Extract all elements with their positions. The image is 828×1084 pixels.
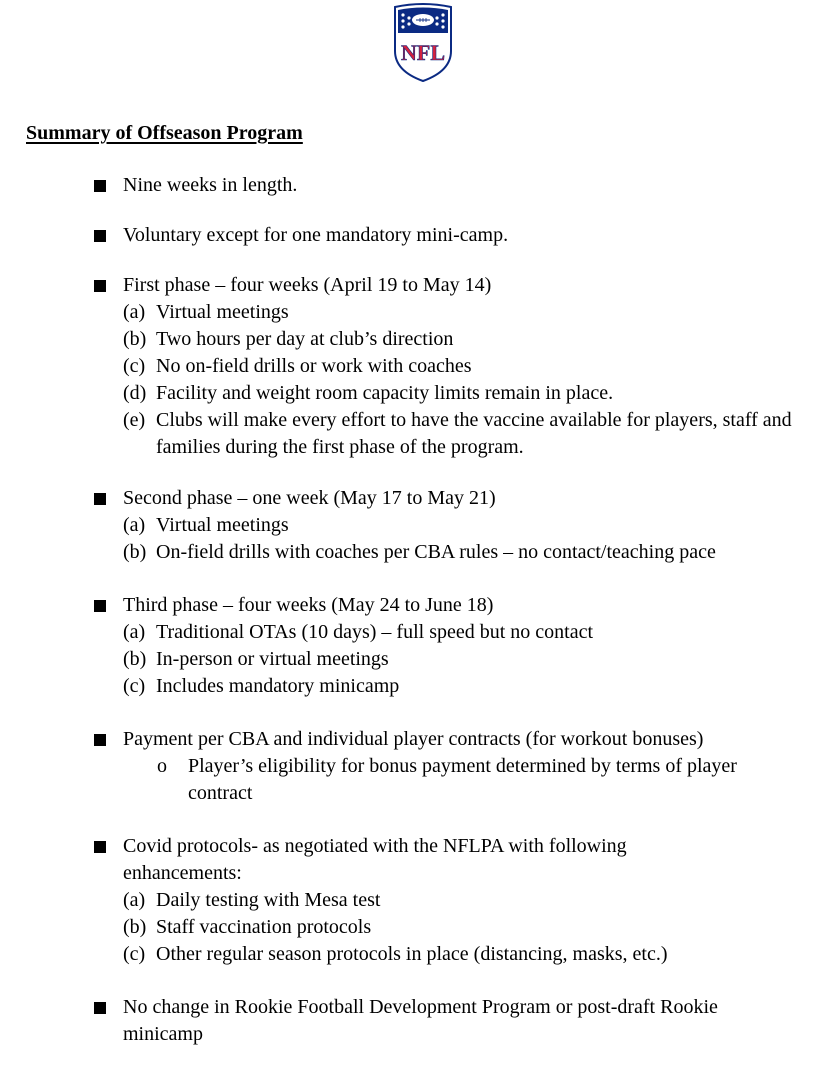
sub-item-label: (a) <box>123 621 146 643</box>
bullet-section <box>0 222 828 249</box>
sub-item-label: (c) <box>123 675 146 697</box>
bullet-section <box>0 833 828 968</box>
sub-item-text: Player’s eligibility for bonus payment determined by terms of player contract <box>188 755 737 804</box>
bullet-text: Covid protocols- as negotiated with the NFLPA with following enhancements: <box>123 835 627 884</box>
bullet-text: No change in Rookie Football Development Program or post-draft Rookie minicamp <box>123 996 718 1045</box>
square-bullet-icon <box>94 600 106 612</box>
sub-item-text: Virtual meetings <box>156 301 289 323</box>
logo-wordmark: NFL <box>401 40 445 65</box>
sub-item-label: (a) <box>123 301 146 323</box>
sub-item-text: Daily testing with Mesa test <box>156 889 381 911</box>
bullet-section <box>0 592 828 700</box>
sub-item-text: No on-field drills or work with coaches <box>156 355 472 377</box>
square-bullet-icon <box>94 180 106 192</box>
sub-item-label: (a) <box>123 514 146 536</box>
sub-item-label: (e) <box>123 409 146 431</box>
circle-bullet-icon: o <box>157 755 167 777</box>
sub-item-label: (b) <box>123 541 147 563</box>
bullet-text: Payment per CBA and individual player contracts (for workout bonuses) <box>123 728 704 750</box>
sub-item-text: Includes mandatory minicamp <box>156 675 400 697</box>
bullet-section <box>0 726 828 807</box>
square-bullet-icon <box>94 841 106 853</box>
sub-item-label: (d) <box>123 382 147 404</box>
sub-item-text: Other regular season protocols in place (distancing, masks, etc.) <box>156 943 668 965</box>
square-bullet-icon <box>94 1002 106 1014</box>
sub-item-text: Facility and weight room capacity limits remain in place. <box>156 382 614 404</box>
bullet-section <box>0 485 828 566</box>
bullet-text: Voluntary except for one mandatory mini-camp. <box>123 224 509 246</box>
document-title: Summary of Offseason Program <box>26 122 303 144</box>
sub-item-label: (b) <box>123 648 147 670</box>
sub-item-text: Clubs will make every effort to have the vaccine available for players, staff and families during the first phase of the program. <box>156 409 792 458</box>
bullet-text: Third phase – four weeks (May 24 to June 18) <box>123 594 494 616</box>
bullet-text: Second phase – one week (May 17 to May 21) <box>123 487 496 509</box>
square-bullet-icon <box>94 734 106 746</box>
sub-item-label: (c) <box>123 355 146 377</box>
sub-item-label: (b) <box>123 916 147 938</box>
sub-item-label: (a) <box>123 889 146 911</box>
sub-item-label: (b) <box>123 328 147 350</box>
square-bullet-icon <box>94 493 106 505</box>
sub-item-text: Two hours per day at club’s direction <box>156 328 454 350</box>
sub-item-text: Traditional OTAs (10 days) – full speed but no contact <box>156 621 594 643</box>
sub-item-text: In-person or virtual meetings <box>156 648 389 670</box>
nfl-shield-logo <box>391 3 455 83</box>
bullet-section <box>0 172 828 199</box>
sub-item-text: On-field drills with coaches per CBA rules – no contact/teaching pace <box>156 541 716 563</box>
bullet-section <box>0 272 828 461</box>
sub-item-text: Staff vaccination protocols <box>156 916 372 938</box>
square-bullet-icon <box>94 230 106 242</box>
sub-item-text: Virtual meetings <box>156 514 289 536</box>
sub-item-label: (c) <box>123 943 146 965</box>
bullet-text: Nine weeks in length. <box>123 174 298 196</box>
bullet-section <box>0 994 828 1048</box>
square-bullet-icon <box>94 280 106 292</box>
bullet-text: First phase – four weeks (April 19 to May 14) <box>123 274 492 296</box>
